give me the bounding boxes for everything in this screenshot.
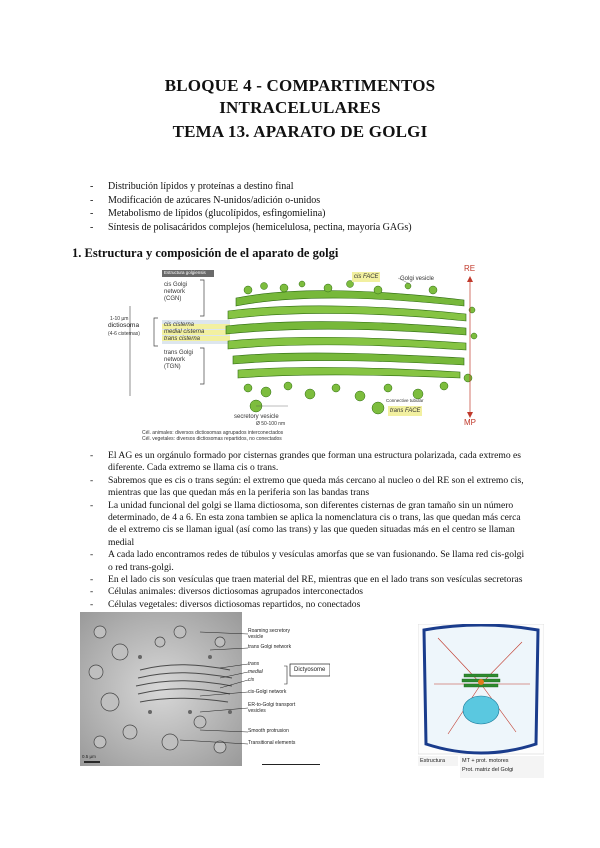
micrograph-label: Smooth protrusion [248,728,289,734]
figure1-cis-network: cis Golgi network (CGN) [164,282,188,302]
cell-schematic-left-label: Estructura [420,758,446,764]
list-item: - A cada lado encontramos redes de túbulos y vesículas amorfas que se van fusionando. Se llama red cis-golgi o red trans-golgi. [90,549,530,574]
micrograph-dictyosome-label: Dictyosome [294,667,326,673]
figure1-mp-label: MP [464,418,476,427]
figure1-caption-1: Cél. animales: diversos dictiosomas agrupados interconectados [142,430,284,436]
cell-schematic-right-label-1: MT + prot. motores [462,758,509,764]
figure1-medial-cisterna: medial cisterna [164,329,205,335]
figure1-trans-face: trans FACE [390,408,421,414]
micrograph-scale: 0.5 µm [82,754,96,759]
list-item: - La unidad funcional del golgi se llama dictiosoma, son diferentes cisternas de gran tamaño sin un número determinado, de 4 a 6. En esta zona tambien se aplica la nomenclatura cis o trans, las que quedan más cerca de el extremo cis se llaman igual (así como las trans) y las que queden situadas más en el centro se llaman medial [90,500,530,550]
list-item: - Metabolismo de lípidos (glucolípidos, esfingomielina) [90,207,530,221]
micrograph-label: trans [248,661,260,667]
micrograph-figure [80,612,330,768]
cell-schematic [418,624,544,780]
figure1-header: Estructura golgiensis [164,270,206,275]
figure1-secretory: secretory vesicle [234,414,279,420]
micrograph-label: Roaming secretory vesicle [248,628,290,640]
micrograph-label: cis [248,677,255,683]
figure1-re-label: RE [464,264,476,273]
micrograph-label: trans Golgi network [248,644,292,650]
intro-bullet-list [90,180,530,234]
body-bullet-list [90,450,530,611]
micrograph-label: Transitional elements [248,740,296,746]
list-item: - Células vegetales: diversos dictiosomas repartidos, no conectados [90,599,530,611]
title-line-3: TEMA 13. APARATO DE GOLGI [172,122,428,141]
figure1-dictiosoma-sub: (4-6 cisternas) [108,331,140,337]
divider [262,764,320,765]
micrograph-label: ER-to-Golgi transport vesicles [248,702,296,714]
cell-schematic-right-label-2: Prot. matriz del Golgi [462,767,514,773]
list-item: - El AG es un orgánulo formado por cisternas grandes que forman una estructura polarizada, cada extremo es diferente. Cada extremo se llama cis o trans. [90,450,530,475]
list-item: - Sabremos que es cis o trans según: el extremo que queda más cercano al nucleo o del RE son el extremo cis, mientras que las que quedan más en la periferia son las bandas trans [90,475,530,500]
figure1-size: 1-10 µm [110,316,129,322]
title-line-2: INTRACELULARES [219,98,381,117]
figure1-dictiosoma: dictiosoma [108,322,140,329]
figure1-trans-network: trans Golgi network (TGN) [164,350,194,370]
golgi-diagram [88,266,488,444]
cell-schematic-figure [418,624,544,780]
list-item: - En el lado cis son vesículas que traen material del RE, mientras que en el lado trans son vesículas secretoras [90,574,530,586]
section-heading: 1. Estructura y composición de el aparato de golgi [72,246,339,260]
list-item: - Células animales: diversos dictiosomas agrupados interconectados [90,586,530,598]
micrograph-label: medial [248,669,263,675]
list-item: - Modificación de azúcares N-unidos/adición o-unidos [90,194,530,208]
figure1-caption-2: Cél. vegetales: diversos dictiosomas repartidos, no conectados [142,436,282,442]
list-item: - Distribución lípidos y proteínas a destino final [90,180,530,194]
title-line-1: BLOQUE 4 - COMPARTIMENTOS [164,76,436,95]
figure1-cis-face: cis FACE [354,274,379,280]
list-item: - Síntesis de polisacáridos complejos (hemicelulosa, pectina, mayoría GAGs) [90,221,530,235]
figure1-trans-cisterna: trans cisterna [164,336,201,342]
golgi-diagram-figure [88,266,488,444]
figure1-golgi-vesicle: Golgi vesicle [400,276,435,282]
figure1-cis-cisterna: cis cisterna [164,322,195,328]
figure1-secretory-size: Ø 50-100 nm [256,421,286,427]
figure1-connective: Connective tubular [386,398,424,403]
micrograph-label: cis-Golgi network [248,689,287,695]
